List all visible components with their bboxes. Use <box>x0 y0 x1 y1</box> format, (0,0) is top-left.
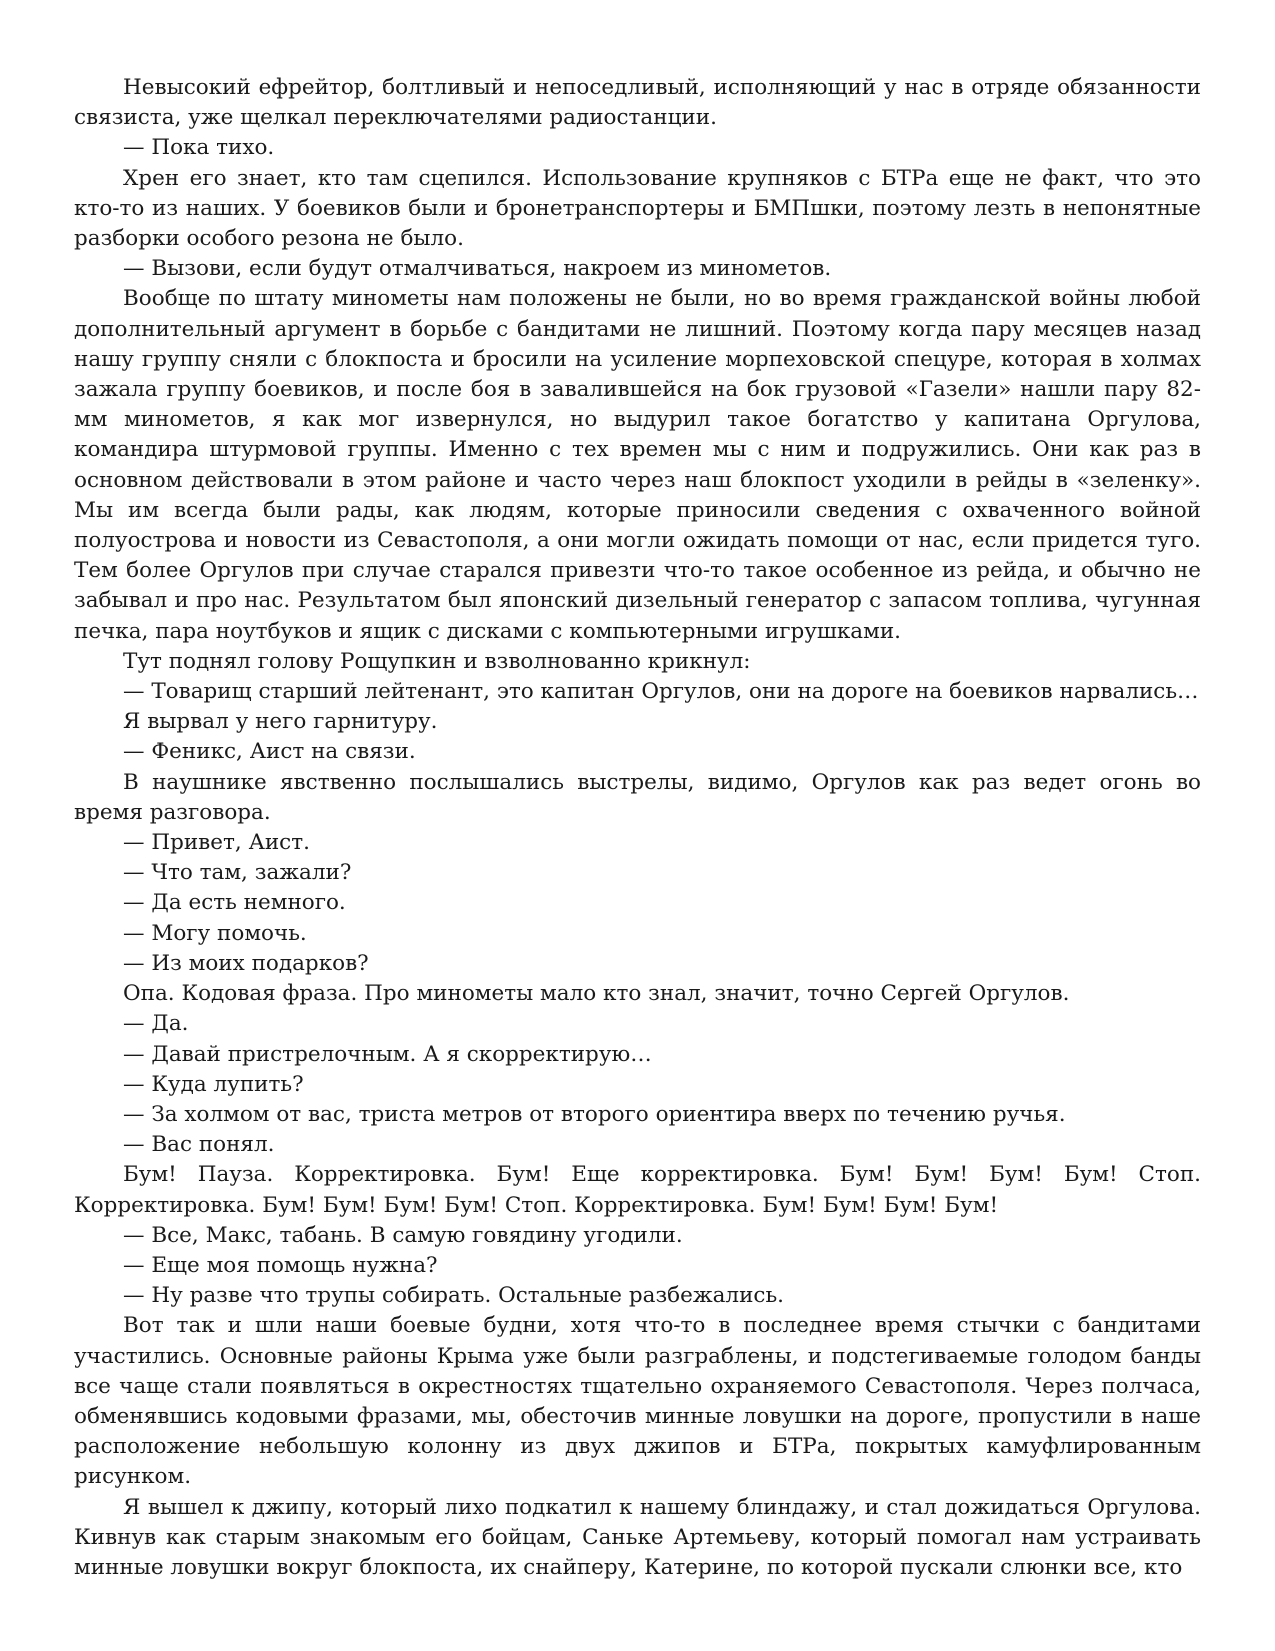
dialogue-line: — Вас понял. <box>123 1132 275 1158</box>
paragraph: Тут поднял голову Рощупкин и взволнованно крикнул: <box>123 648 751 674</box>
dialogue-line: — За холмом от вас, триста метров от второго ориентира вверх по течению ручья. <box>123 1101 1066 1127</box>
paragraph: Вот так и шли наши боевые будни, хотя что-то в последнее время стычки с бандитами участились. Основные районы Крыма уже были разграблены, и подстегиваемые голодом банды все чаще стали появляться в окрестностях тщательно охраняемого Севастополя. Через полчаса, обменявшись кодовыми фразами, мы, обесточив минные ловушки на дороге, пропустили в наше расположение небольшую колонну из двух джипов и БТРа, покрытых камуфлированным рисунком. <box>74 1313 1201 1490</box>
paragraph: Опа. Кодовая фраза. Про минометы мало кто знал, значит, точно Сергей Оргулов. <box>123 981 1070 1007</box>
dialogue-line: — Из моих подарков? <box>123 950 369 976</box>
dialogue-line: — Куда лупить? <box>123 1071 304 1097</box>
paragraph: Я вышел к джипу, который лихо подкатил к нашему блиндажу, и стал дожидаться Оргулова. Кивнув как старым знакомым его бойцам, Саньке Артемьеву, который помогал нам устраивать минные ловушки вокруг блокпоста, их снайперу, Катерине, по которой пускали слюнки все, кто <box>74 1494 1201 1580</box>
document-page <box>74 73 1201 1583</box>
dialogue-line: — Пока тихо. <box>123 135 275 161</box>
paragraph: Невысокий ефрейтор, болтливый и непоседливый, исполняющий у нас в отряде обязанности связиста, уже щелкал переключателями радиостанции. <box>74 75 1201 131</box>
dialogue-line: — Могу помочь. <box>123 920 307 946</box>
paragraph: Я вырвал у него гарнитуру. <box>123 709 438 735</box>
dialogue-line: — Давай пристрелочным. А я скорректирую… <box>123 1041 652 1067</box>
dialogue-line: — Феникс, Аист на связи. <box>123 739 416 765</box>
dialogue-line: — Да есть немного. <box>123 890 346 916</box>
paragraph: Бум! Пауза. Корректировка. Бум! Еще корректировка. Бум! Бум! Бум! Бум! Стоп. Корректировка. Бум! Бум! Бум! Бум! Стоп. Корректировка. Бум! Бум! Бум! Бум! <box>74 1162 1201 1218</box>
dialogue-line: — Еще моя помощь нужна? <box>123 1252 438 1278</box>
dialogue-line: — Все, Макс, табань. В самую говядину угодили. <box>123 1222 683 1248</box>
dialogue-line: — Товарищ старший лейтенант, это капитан Оргулов, они на дороге на боевиков нарвались… <box>123 679 1199 705</box>
dialogue-line: — Ну разве что трупы собирать. Остальные разбежались. <box>123 1283 784 1309</box>
dialogue-line: — Вызови, если будут отмалчиваться, накроем из минометов. <box>123 256 832 282</box>
dialogue-line: — Что там, зажали? <box>123 860 352 886</box>
paragraph: Вообще по штату минометы нам положены не были, но во время гражданской войны любой дополнительный аргумент в борьбе с бандитами не лишний. Поэтому когда пару месяцев назад нашу группу сняли с блокпоста и бросили на усиление морпеховской спецуре, которая в холмах зажала группу боевиков, и после боя в завалившейся на бок грузовой «Газели» нашли пару 82-мм минометов, я как мог извернулся, но выдурил такое богатство у капитана Оргулова, командира штурмовой группы. Именно с тех времен мы с ним и подружились. Они как раз в основном действовали в этом районе и часто через наш блокпост уходили в рейды в «зеленку». Мы им всегда были рады, как людям, которые приносили сведения с охваченного войной полуострова и новости из Севастополя, а они могли ожидать помощи от нас, если придется туго. Тем более Оргулов при случае старался привезти что-то такое особенное из рейда, и обычно не забывал и про нас. Результатом был японский дизельный генератор с запасом топлива, чугунная печка, пара ноутбуков и ящик с дисками с компьютерными игрушками. <box>74 286 1201 644</box>
dialogue-line: — Привет, Аист. <box>123 830 310 856</box>
paragraph: Хрен его знает, кто там сцепился. Использование крупняков с БТРа еще не факт, что это кто-то из наших. У боевиков были и бронетранспортеры и БМПшки, поэтому лезть в непонятные разборки особого резона не было. <box>74 165 1201 252</box>
dialogue-line: — Да. <box>123 1011 189 1037</box>
paragraph: В наушнике явственно послышались выстрелы, видимо, Оргулов как раз ведет огонь во время разговора. <box>74 769 1201 825</box>
